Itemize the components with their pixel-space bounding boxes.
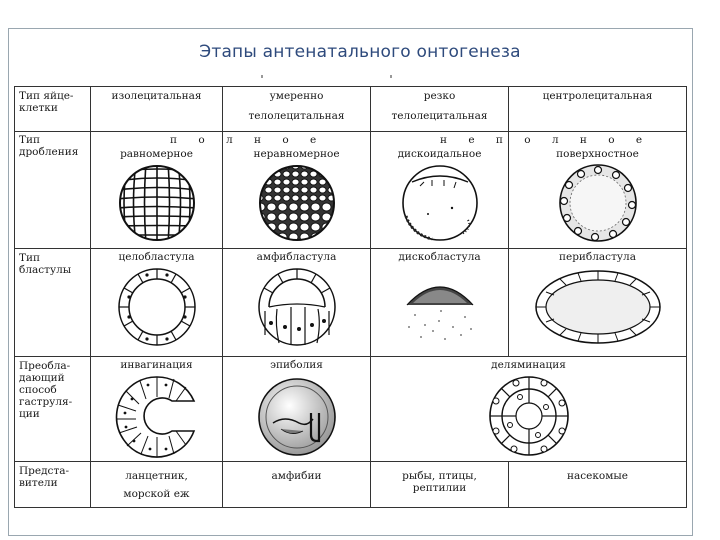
- egg-isolecithal: изолецитальная: [91, 87, 223, 132]
- cleavage-unequal: неравномерное: [223, 132, 371, 249]
- blastula-amphiblastula: амфибластула: [223, 249, 371, 357]
- cleavage-complete-label: п о л н о е: [170, 134, 326, 146]
- decorative-ticks: [0, 75, 720, 79]
- discoblastula-icon: [395, 265, 485, 349]
- representatives-lancelet: ланцетник, морской еж: [91, 462, 223, 508]
- invagination-icon: [112, 373, 202, 459]
- cleavage-incomplete-label: н е п о л н о е: [440, 134, 652, 146]
- row-header-cleavage: Тип дробления: [15, 132, 91, 249]
- egg-centrolecithal: центролецитальная: [509, 87, 687, 132]
- row-representatives: [15, 462, 687, 508]
- delamination-icon: [486, 373, 572, 459]
- amphiblastula-icon: [255, 265, 339, 349]
- unequal-cleavage-icon: [255, 162, 339, 244]
- row-egg-type: [15, 87, 687, 132]
- row-header-egg-type: Тип яйце- клетки: [15, 87, 91, 132]
- gastrulation-delamination: деляминация: [371, 357, 687, 462]
- superficial-cleavage-icon: [550, 162, 646, 244]
- discoidal-cleavage-icon: [398, 162, 482, 244]
- row-cleavage-type: [15, 132, 687, 249]
- representatives-insects: насекомые: [509, 462, 687, 508]
- blastula-periblastula: перибластула: [509, 249, 687, 357]
- egg-moderately-telolecithal: умеренно телолецитальная: [223, 87, 371, 132]
- egg-strongly-telolecithal: резко телолецитальная: [371, 87, 509, 132]
- gastrulation-invagination: инвагинация: [91, 357, 223, 462]
- cleavage-equal: равномерное: [91, 132, 223, 249]
- cleavage-superficial: поверхностное: [509, 132, 687, 249]
- row-header-blastula: Тип бластулы: [15, 249, 91, 357]
- gastrulation-epiboly: эпиболия: [223, 357, 371, 462]
- row-blastula-type: [15, 249, 687, 357]
- radial-cleavage-icon: [115, 162, 199, 244]
- row-header-gastrulation: Преобла- дающий способ гаструля- ции: [15, 357, 91, 462]
- cleavage-discoidal: дискоидальное: [371, 132, 509, 249]
- representatives-fish-birds: рыбы, птицы, рептилии: [371, 462, 509, 508]
- blastula-discoblastula: дискобластула: [371, 249, 509, 357]
- row-gastrulation: [15, 357, 687, 462]
- page-title: Этапы антенатального онтогенеза: [199, 42, 521, 62]
- periblastula-icon: [533, 267, 663, 347]
- ontogenesis-table: [14, 86, 687, 508]
- coeloblastula-icon: [115, 265, 199, 349]
- epiboly-icon: [255, 373, 339, 459]
- blastula-coeloblastula: целобластула: [91, 249, 223, 357]
- row-header-representatives: Предста- вители: [15, 462, 91, 508]
- representatives-amphibians: амфибии: [223, 462, 371, 508]
